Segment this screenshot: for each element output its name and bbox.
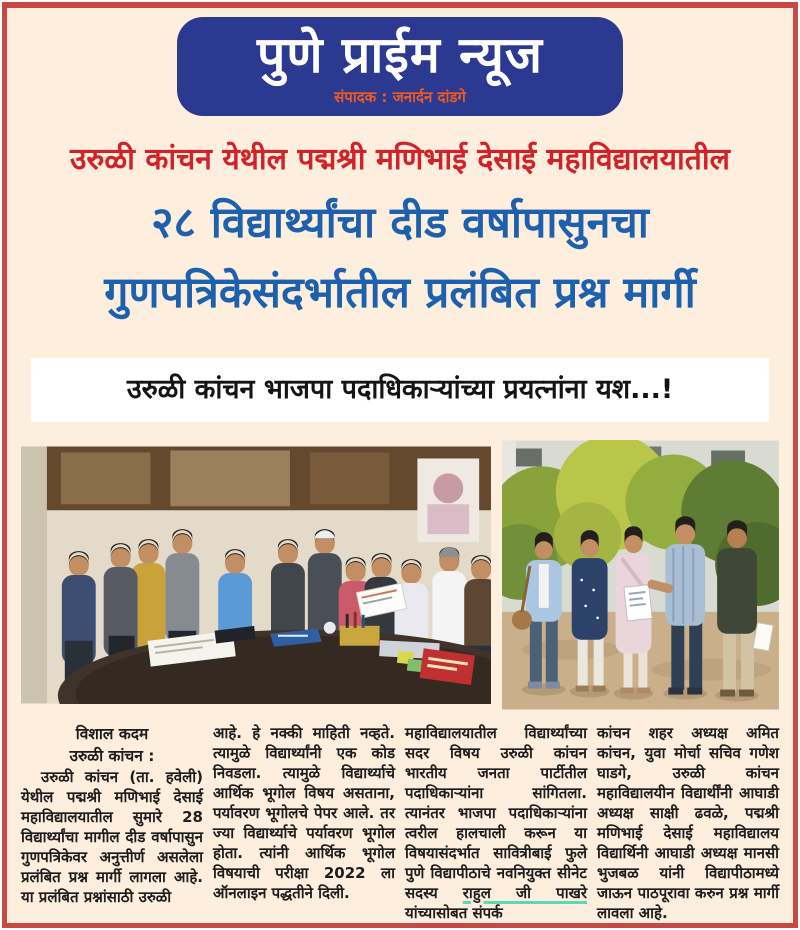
subheadline-box bbox=[31, 358, 769, 422]
headline-line2: गुणपत्रिकेसंदर्भातील प्रलंबित प्रश्न मार्गी bbox=[104, 268, 696, 318]
photo-row bbox=[7, 440, 793, 710]
kicker-headline: उरुळी कांचन येथील पद्मश्री मणिभाई देसाई महाविद्यालयातील bbox=[69, 142, 731, 177]
column-3-pre: महाविद्यालयातील विद्यार्थ्यांच्या सदर विषय उरुळी कांचन भारतीय जनता पार्टीतील पदाधिकाऱ्यांना सांगितला. त्यानंतर भाजपा पदाधिकाऱ्यांना त्वरील हालचाली करून या विषयासंदर्भात सावित्रीबाई फुले पुणे विद्यापीठाचे नवनियुक्त सीनेट सदस्य bbox=[405, 724, 587, 902]
column-2-text: आहे. हे नक्की माहिती नव्हते. त्यामुळे विद्यार्थ्यांनी एक कोड निवडला. त्यामुळे विद्यार्थ्याचे आर्थिक भूगोल विषय असताना, पर्यावरण भूगोलचे पेपर आले. तर ज्या विद्यार्थ्याचे पर्यावरण भूगोल होता. त्यांनी आर्थिक भूगोल विषयाची परीक्षा 2022 ला ऑनलाइन पद्धतीने दिली. bbox=[213, 724, 395, 902]
byline: विशाल कदम bbox=[75, 725, 149, 743]
main-headline bbox=[7, 188, 793, 328]
column-3-post: यांच्यासोबत संपर्क bbox=[405, 904, 503, 922]
article-column-2 bbox=[213, 723, 395, 923]
page-frame bbox=[2, 2, 798, 928]
column-1-text: उरुळी कांचन (ता. हवेली) येथील पद्मश्री मणिभाई देसाई महाविद्यालयातील सुमारे 28 विद्यार्थ्यांचा मागील दीड वर्षापासुन गुणपत्रिकेवर अनुत्तीर्ण असलेला प्रलंबित प्रश्न मार्गी लागला आहे. या प्रलंबित प्रश्नांसाठी उरुळी bbox=[21, 768, 203, 906]
article-column-3 bbox=[405, 723, 587, 923]
wall-portrait bbox=[417, 458, 479, 542]
column-3-text bbox=[405, 723, 587, 923]
photo-indoor-handover bbox=[21, 446, 491, 704]
editor-line: संपादक : जनार्दन दांडगे bbox=[334, 88, 466, 106]
subheadline-text: उरुळी कांचन भाजपा पदाधिकाऱ्यांच्या प्रयत्नांना यश...! bbox=[126, 374, 674, 405]
photo-outdoor-group bbox=[502, 440, 779, 710]
article-column-1 bbox=[21, 723, 203, 923]
highlighted-name: राहुल जी पाखरे bbox=[462, 884, 587, 902]
dateline: उरुळी कांचन : bbox=[69, 747, 155, 765]
masthead bbox=[177, 17, 623, 116]
article-body bbox=[7, 723, 793, 923]
newspaper-title: पुणे प्राईम न्यूज bbox=[256, 26, 544, 84]
headline-line1: २८ विद्यार्थ्यांचा दीड वर्षापासुनचा bbox=[151, 198, 649, 248]
article-column-4 bbox=[597, 723, 779, 923]
document-held bbox=[624, 585, 652, 621]
column-4-text: कांचन शहर अध्यक्ष अमित कांचन, युवा मोर्चा सचिव गणेश घाडगे, उरुळी कांचन महाविद्यालयीन विद्यार्थींनी आघाडी अध्यक्ष साक्षी ढवळे, पद्मश्री मणिभाई देसाई महाविद्यालय विद्यार्थिनी आघाडी अध्यक्ष मानसी भुजबळ यांनी विद्यापीठामध्ये जाऊन पाठपूरावा करुन प्रश्न मार्गी लावला आहे. bbox=[597, 724, 779, 922]
